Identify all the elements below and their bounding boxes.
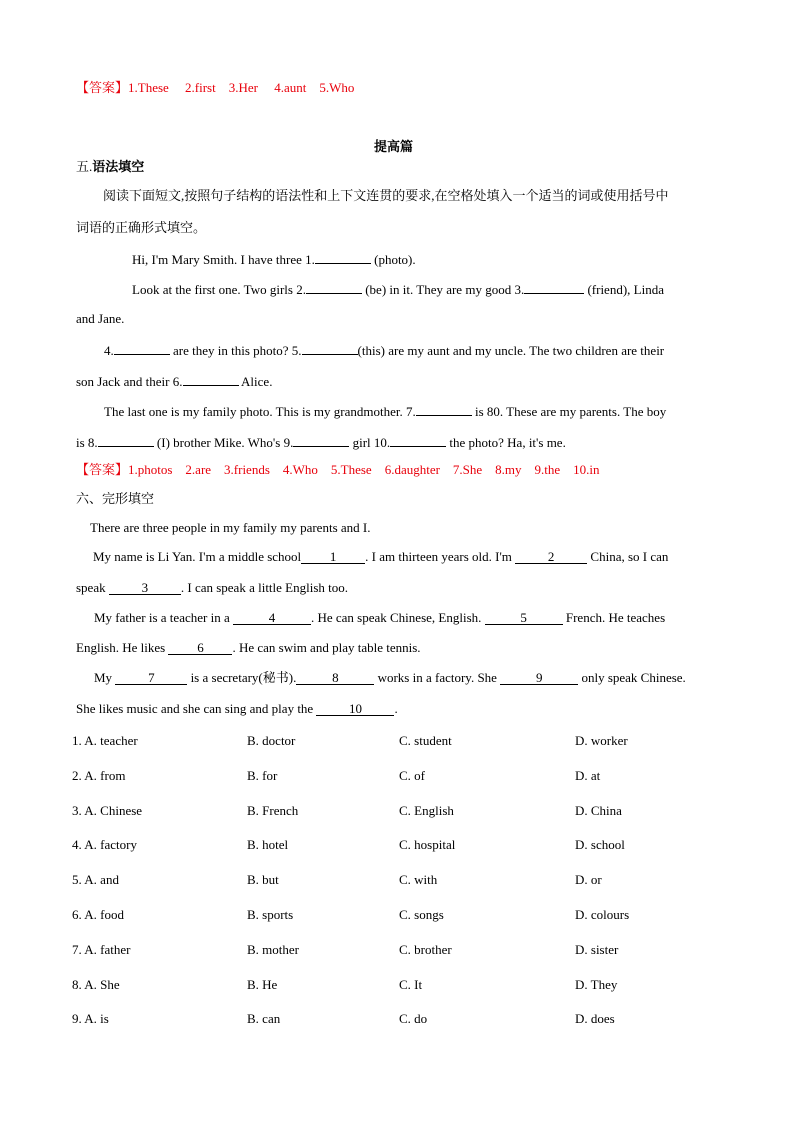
option-q9-d[interactable]: D. does: [575, 1011, 615, 1027]
text-segment: (friend), Linda: [584, 282, 664, 297]
text-segment: English. He likes: [76, 640, 169, 655]
text-segment: .: [394, 701, 398, 716]
passage-line-4: [104, 402, 666, 418]
cloze-blank-9[interactable]: 9: [500, 671, 578, 685]
option-q3-a[interactable]: 3. A. Chinese: [72, 802, 143, 818]
passage-line-3: [104, 341, 664, 357]
text-segment: is 80. These are my parents. The boy: [471, 404, 667, 419]
section5-instruction-line1: 阅读下面短文,按照句子结构的语法性和上下文连贯的要求,在空格处填入一个适当的词或使用括号中: [103, 188, 669, 203]
option-q1-c[interactable]: C. student: [399, 733, 452, 748]
option-q6-a[interactable]: 6. A. food: [72, 907, 124, 922]
option-q2-a[interactable]: 2. A. from: [72, 767, 126, 783]
blank-10[interactable]: [390, 433, 446, 447]
option-q6-c[interactable]: C. songs: [399, 907, 444, 922]
cloze-blank-2[interactable]: 2: [515, 550, 587, 564]
passage-line-2b: and Jane.: [76, 311, 125, 326]
option-q3-b[interactable]: B. French: [247, 802, 299, 818]
text-segment: Look at the first one. Two girls 2.: [132, 282, 306, 297]
text-segment: (this) are my aunt and my uncle. The two children are their: [357, 343, 665, 358]
passage-line-1: [132, 250, 416, 266]
section5-heading: [76, 160, 144, 173]
option-q4-a[interactable]: 4. A. factory: [72, 837, 137, 853]
text-segment: girl 10.: [349, 435, 391, 450]
text-segment: (photo).: [370, 252, 416, 267]
text-segment: 4.: [104, 343, 114, 358]
section5-heading-num: 五.: [76, 159, 93, 174]
option-q2-d[interactable]: D. at: [575, 767, 601, 783]
option-q5-a[interactable]: 5. A. and: [72, 872, 119, 888]
section5-heading-text: 语法填空: [92, 159, 145, 174]
cloze-blank-1[interactable]: 1: [301, 550, 365, 564]
cloze-line-4: [94, 611, 665, 625]
cloze-blank-5[interactable]: 5: [485, 611, 563, 625]
blank-1[interactable]: [315, 250, 371, 264]
text-segment: the photo? Ha, it's me.: [446, 435, 566, 450]
section5-instruction-line2: 词语的正确形式填空。: [76, 220, 207, 235]
option-q7-c[interactable]: C. brother: [399, 941, 452, 957]
text-segment: only speak Chinese.: [578, 670, 686, 685]
cloze-blank-7[interactable]: 7: [115, 671, 187, 685]
section-title: 提高篇: [374, 139, 414, 154]
text-segment: Alice.: [238, 374, 273, 389]
cloze-line-5: [76, 641, 421, 655]
blank-4[interactable]: [114, 341, 170, 355]
text-segment: (I) brother Mike. Who's 9.: [153, 435, 294, 450]
option-q1-b[interactable]: B. doctor: [247, 733, 296, 748]
option-q7-b[interactable]: B. mother: [247, 941, 299, 957]
cloze-line-7: [76, 702, 398, 716]
blank-5[interactable]: [302, 341, 358, 355]
text-segment: is 8.: [76, 435, 98, 450]
blank-9[interactable]: [293, 433, 349, 447]
option-q7-d[interactable]: D. sister: [575, 941, 619, 957]
text-segment: are they in this photo? 5.: [169, 343, 302, 358]
text-segment: My name is Li Yan. I'm a middle school: [93, 549, 302, 564]
option-q6-d[interactable]: D. colours: [575, 907, 630, 922]
option-q8-a[interactable]: 8. A. She: [72, 976, 120, 992]
text-segment: . I can speak a little English too.: [180, 580, 349, 595]
blank-7[interactable]: [416, 402, 472, 416]
passage-line-2: [132, 280, 664, 296]
option-q8-d[interactable]: D. They: [575, 976, 618, 992]
cloze-blank-10[interactable]: 10: [316, 702, 394, 716]
option-q9-a[interactable]: 9. A. is: [72, 1011, 109, 1027]
section6-heading: 六、完形填空: [76, 491, 155, 506]
text-segment: works in a factory. She: [374, 670, 501, 685]
option-q4-d[interactable]: D. school: [575, 837, 625, 853]
option-q8-b[interactable]: B. He: [247, 976, 278, 992]
text-segment: My father is a teacher in a: [94, 610, 233, 625]
option-q8-c[interactable]: C. It: [399, 976, 423, 992]
cloze-blank-6[interactable]: 6: [168, 641, 232, 655]
passage-line-4b: [76, 433, 566, 449]
option-q3-d[interactable]: D. China: [575, 802, 622, 818]
passage-line-3b: [76, 372, 272, 388]
text-segment: speak: [76, 580, 109, 595]
text-segment: (be) in it. They are my good 3.: [361, 282, 525, 297]
text-segment: is a secretary(秘书).: [187, 670, 297, 685]
option-q4-c[interactable]: C. hospital: [399, 837, 456, 853]
option-q1-a[interactable]: 1. A. teacher: [72, 733, 138, 748]
option-q2-c[interactable]: C. of: [399, 767, 425, 783]
text-segment: Hi, I'm Mary Smith. I have three 1.: [132, 252, 315, 267]
option-q5-d[interactable]: D. or: [575, 872, 602, 888]
text-segment: French. He teaches: [562, 610, 666, 625]
text-segment: The last one is my family photo. This is my grandmother. 7.: [104, 404, 416, 419]
answer-line-section5: 【答案】1.photos 2.are 3.friends 4.Who 5.These 6.daughter 7.She 8.my 9.the 10.in: [76, 462, 600, 477]
blank-2[interactable]: [306, 280, 362, 294]
cloze-line-3: [76, 581, 348, 595]
option-q2-b[interactable]: B. for: [247, 767, 278, 783]
cloze-line-2: [93, 550, 668, 564]
option-q9-c[interactable]: C. do: [399, 1011, 428, 1027]
cloze-blank-3[interactable]: 3: [109, 581, 181, 595]
cloze-line-1: There are three people in my family my parents and I.: [90, 520, 371, 535]
option-q4-b[interactable]: B. hotel: [247, 837, 289, 853]
text-segment: My: [94, 670, 116, 685]
text-segment: . He can speak Chinese, English.: [310, 610, 485, 625]
option-q9-b[interactable]: B. can: [247, 1011, 281, 1027]
blank-6[interactable]: [183, 372, 239, 386]
cloze-line-6: [94, 671, 686, 685]
option-q3-c[interactable]: C. English: [399, 802, 454, 818]
option-q5-c[interactable]: C. with: [399, 872, 438, 888]
cloze-blank-8[interactable]: 8: [296, 671, 374, 685]
cloze-blank-4[interactable]: 4: [233, 611, 311, 625]
option-q1-d[interactable]: D. worker: [575, 733, 628, 748]
text-segment: son Jack and their 6.: [76, 374, 183, 389]
blank-3[interactable]: [524, 280, 584, 294]
text-segment: . I am thirteen years old. I'm: [365, 549, 516, 564]
answer-line-top: 【答案】1.These 2.first 3.Her 4.aunt 5.Who: [76, 80, 355, 95]
text-segment: She likes music and she can sing and play the: [76, 701, 317, 716]
blank-8[interactable]: [98, 433, 154, 447]
option-q7-a[interactable]: 7. A. father: [72, 941, 131, 957]
option-q6-b[interactable]: B. sports: [247, 907, 294, 922]
option-q5-b[interactable]: B. but: [247, 872, 279, 888]
text-segment: . He can swim and play table tennis.: [232, 640, 421, 655]
text-segment: China, so I can: [587, 549, 669, 564]
